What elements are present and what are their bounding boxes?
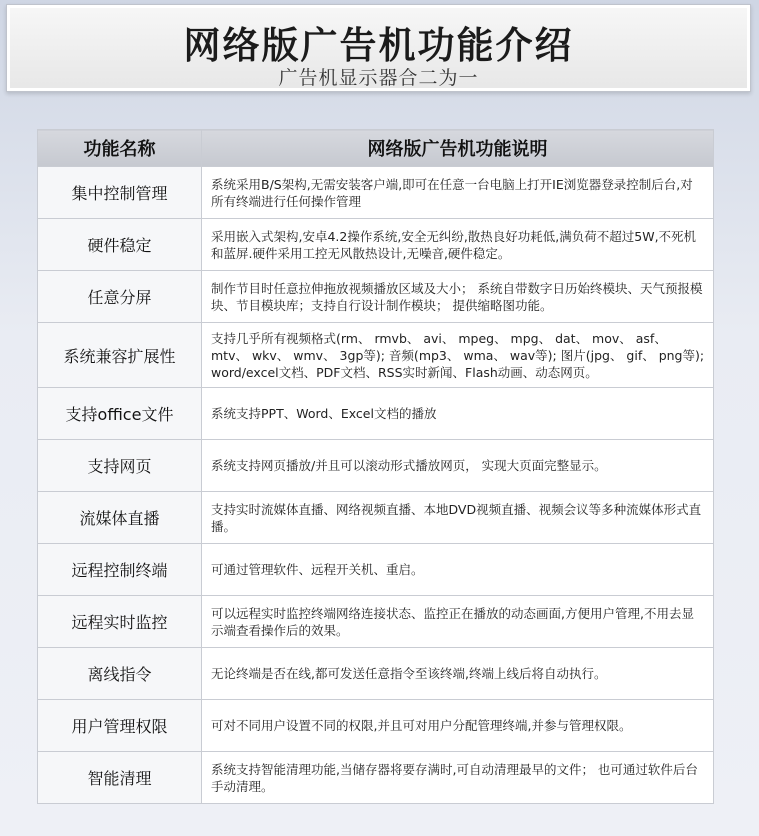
feature-name: 任意分屏 <box>38 271 202 323</box>
feature-name: 用户管理权限 <box>38 700 202 752</box>
table-row <box>38 648 714 700</box>
feature-desc: 制作节目时任意拉伸拖放视频播放区域及大小； 系统自带数字日历始终模块、天气预报模块、节目模块库；支持自行设计制作模块； 提供缩略图功能。 <box>202 271 714 323</box>
table-row <box>38 700 714 752</box>
feature-desc: 系统支持网页播放/并且可以滚动形式播放网页， 实现大页面完整显示。 <box>202 440 714 492</box>
feature-name: 智能清理 <box>38 752 202 804</box>
feature-name: 离线指令 <box>38 648 202 700</box>
table-row <box>38 596 714 648</box>
table-row <box>38 492 714 544</box>
feature-name: 流媒体直播 <box>38 492 202 544</box>
table-header-row <box>38 130 714 167</box>
table-row <box>38 752 714 804</box>
feature-desc: 系统支持智能清理功能,当储存器将要存满时,可自动清理最早的文件； 也可通过软件后台手动清理。 <box>202 752 714 804</box>
page-title: 网络版广告机功能介绍 <box>183 24 574 67</box>
page-subtitle: 广告机显示器合二为一 <box>278 67 479 89</box>
feature-desc: 系统采用B/S架构,无需安装客户端,即可在任意一台电脑上打开IE浏览器登录控制后台,对所有终端进行任何操作管理 <box>202 167 714 219</box>
feature-name: 系统兼容扩展性 <box>38 323 202 388</box>
table-row <box>38 271 714 323</box>
feature-desc: 可通过管理软件、远程开关机、重启。 <box>202 544 714 596</box>
feature-desc: 支持几乎所有视频格式(rm、 rmvb、 avi、 mpeg、 mpg、 dat、 mov、 asf、 mtv、 wkv、 wmv、 3gp等); 音频(mp3、 wma、 wav等); 图片(jpg、 gif、 png等); word/excel文档、PDF文档、RSS实时新闻、Flash动画、动态网页。 <box>202 323 714 388</box>
feature-desc: 无论终端是否在线,都可发送任意指令至该终端,终端上线后将自动执行。 <box>202 648 714 700</box>
table-row <box>38 440 714 492</box>
feature-desc: 可以远程实时监控终端网络连接状态、监控正在播放的动态画面,方便用户管理,不用去显示端查看操作后的效果。 <box>202 596 714 648</box>
feature-desc: 采用嵌入式架构,安卓4.2操作系统,安全无纠纷,散热良好功耗低,满负荷不超过5W,不死机和蓝屏.硬件采用工控无风散热设计,无噪音,硬件稳定。 <box>202 219 714 271</box>
feature-name: 硬件稳定 <box>38 219 202 271</box>
feature-desc: 支持实时流媒体直播、网络视频直播、本地DVD视频直播、视频会议等多种流媒体形式直播。 <box>202 492 714 544</box>
header-banner <box>6 4 751 92</box>
column-header-desc: 网络版广告机功能说明 <box>202 130 714 167</box>
feature-name: 支持office文件 <box>38 388 202 440</box>
feature-desc: 可对不同用户设置不同的权限,并且可对用户分配管理终端,并参与管理权限。 <box>202 700 714 752</box>
table-row <box>38 544 714 596</box>
table-row <box>38 323 714 388</box>
table-row <box>38 219 714 271</box>
feature-name: 集中控制管理 <box>38 167 202 219</box>
table-row <box>38 167 714 219</box>
feature-name: 远程控制终端 <box>38 544 202 596</box>
table-row <box>38 388 714 440</box>
feature-desc: 系统支持PPT、Word、Excel文档的播放 <box>202 388 714 440</box>
column-header-name: 功能名称 <box>38 130 202 167</box>
feature-table <box>37 129 713 804</box>
feature-name: 远程实时监控 <box>38 596 202 648</box>
feature-name: 支持网页 <box>38 440 202 492</box>
